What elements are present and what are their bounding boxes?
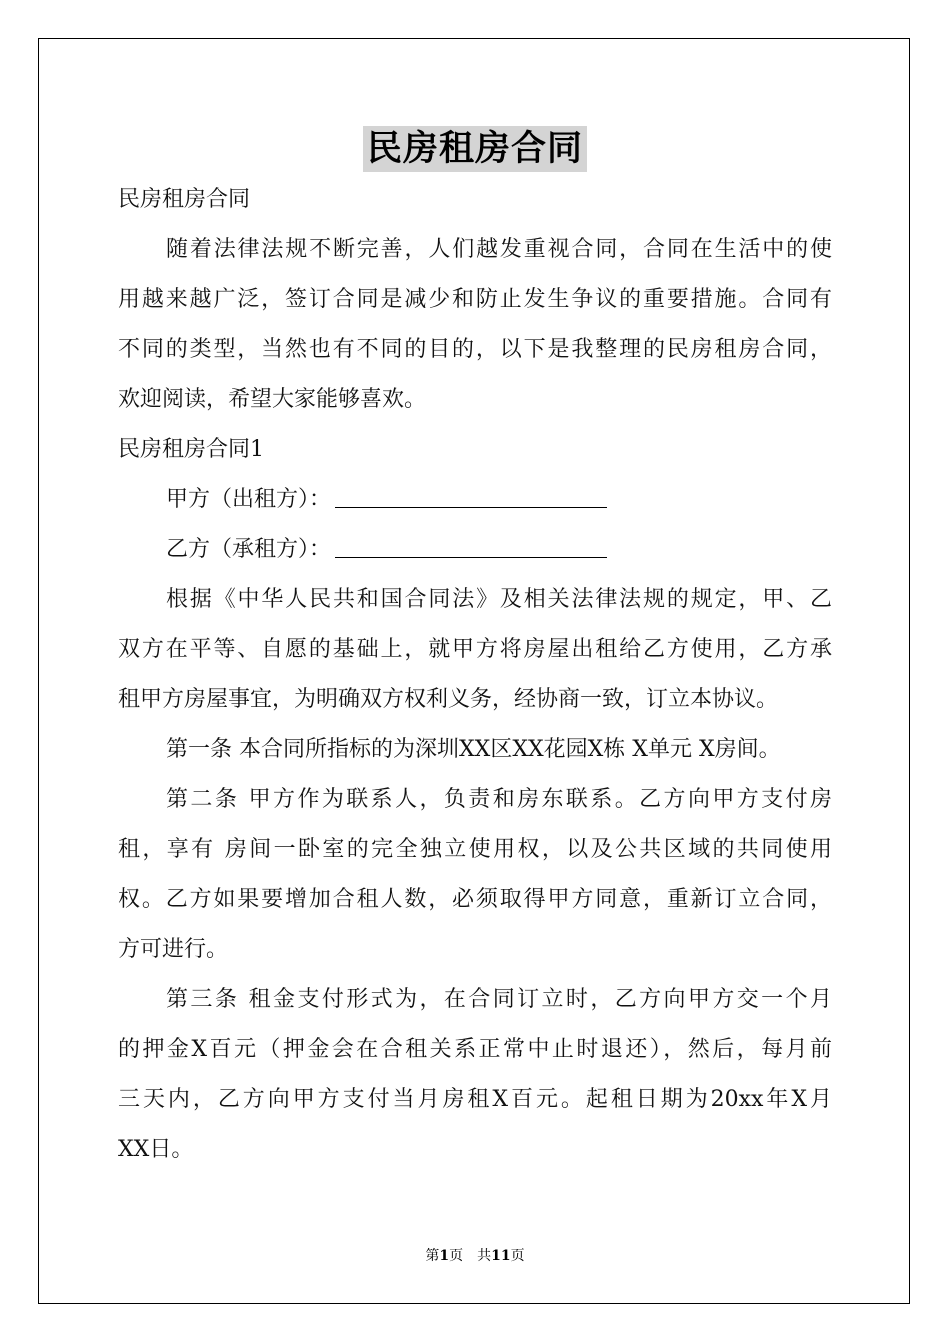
preamble-line: 根据《中华人民共和国合同法》及相关法律法规的规定，甲、乙: [166, 587, 832, 612]
page-footer: [0, 1245, 950, 1265]
document-title: 民房租房合同: [363, 126, 587, 172]
article-3-line: 的押金X百元（押金会在合租关系正常中止时退还），然后，每月前: [118, 1037, 832, 1062]
article-1-line: 第一条 本合同所指标的为深圳XX区XX花园X栋 X单元 X房间。: [166, 737, 781, 762]
article-3-line: 三天内，乙方向甲方支付当月房租X百元。起租日期为20xx年X月: [118, 1087, 832, 1112]
section-heading: 民房租房合同1: [118, 437, 264, 462]
party-b-row: [118, 525, 832, 575]
article-2-line: 方可进行。: [118, 937, 229, 962]
intro-line: 随着法律法规不断完善，人们越发重视合同，合同在生活中的使: [166, 237, 832, 262]
total-pages-number: 11: [491, 1248, 511, 1264]
article-2-line: 租，享有 房间一卧室的完全独立使用权，以及公共区域的共同使用: [118, 837, 832, 862]
footer-prefix: 第: [425, 1248, 440, 1264]
preamble-line: 租甲方房屋事宜，为明确双方权利义务，经协商一致，订立本协议。: [118, 687, 779, 712]
article-3-line: XX日。: [118, 1137, 194, 1162]
intro-line: 用越来越广泛，签订合同是减少和防止发生争议的重要措施。合同有: [118, 287, 832, 312]
document-body: [118, 175, 832, 1175]
party-a-label: 甲方（出租方）：: [166, 487, 332, 512]
footer-suffix: 页: [510, 1248, 525, 1264]
title-area: [0, 126, 950, 172]
article-3-line: 第三条 租金支付形式为，在合同订立时，乙方向甲方交一个月: [166, 987, 832, 1012]
intro-line: 欢迎阅读，希望大家能够喜欢。: [118, 387, 427, 412]
article-2-line: 权。乙方如果要增加合租人数，必须取得甲方同意，重新订立合同，: [118, 887, 832, 912]
party-b-label: 乙方（承租方）：: [166, 537, 332, 562]
current-page-number: 1: [439, 1248, 450, 1264]
party-b-blank[interactable]: [335, 527, 607, 558]
preamble-line: 双方在平等、自愿的基础上，就甲方将房屋出租给乙方使用，乙方承: [118, 637, 832, 662]
subtitle: 民房租房合同: [118, 187, 251, 212]
party-a-blank[interactable]: [335, 477, 607, 508]
article-2-line: 第二条 甲方作为联系人，负责和房东联系。乙方向甲方支付房: [166, 787, 832, 812]
party-a-row: [118, 475, 832, 525]
intro-line: 不同的类型，当然也有不同的目的，以下是我整理的民房租房合同，: [118, 337, 832, 362]
footer-mid: 页 共: [449, 1248, 492, 1264]
